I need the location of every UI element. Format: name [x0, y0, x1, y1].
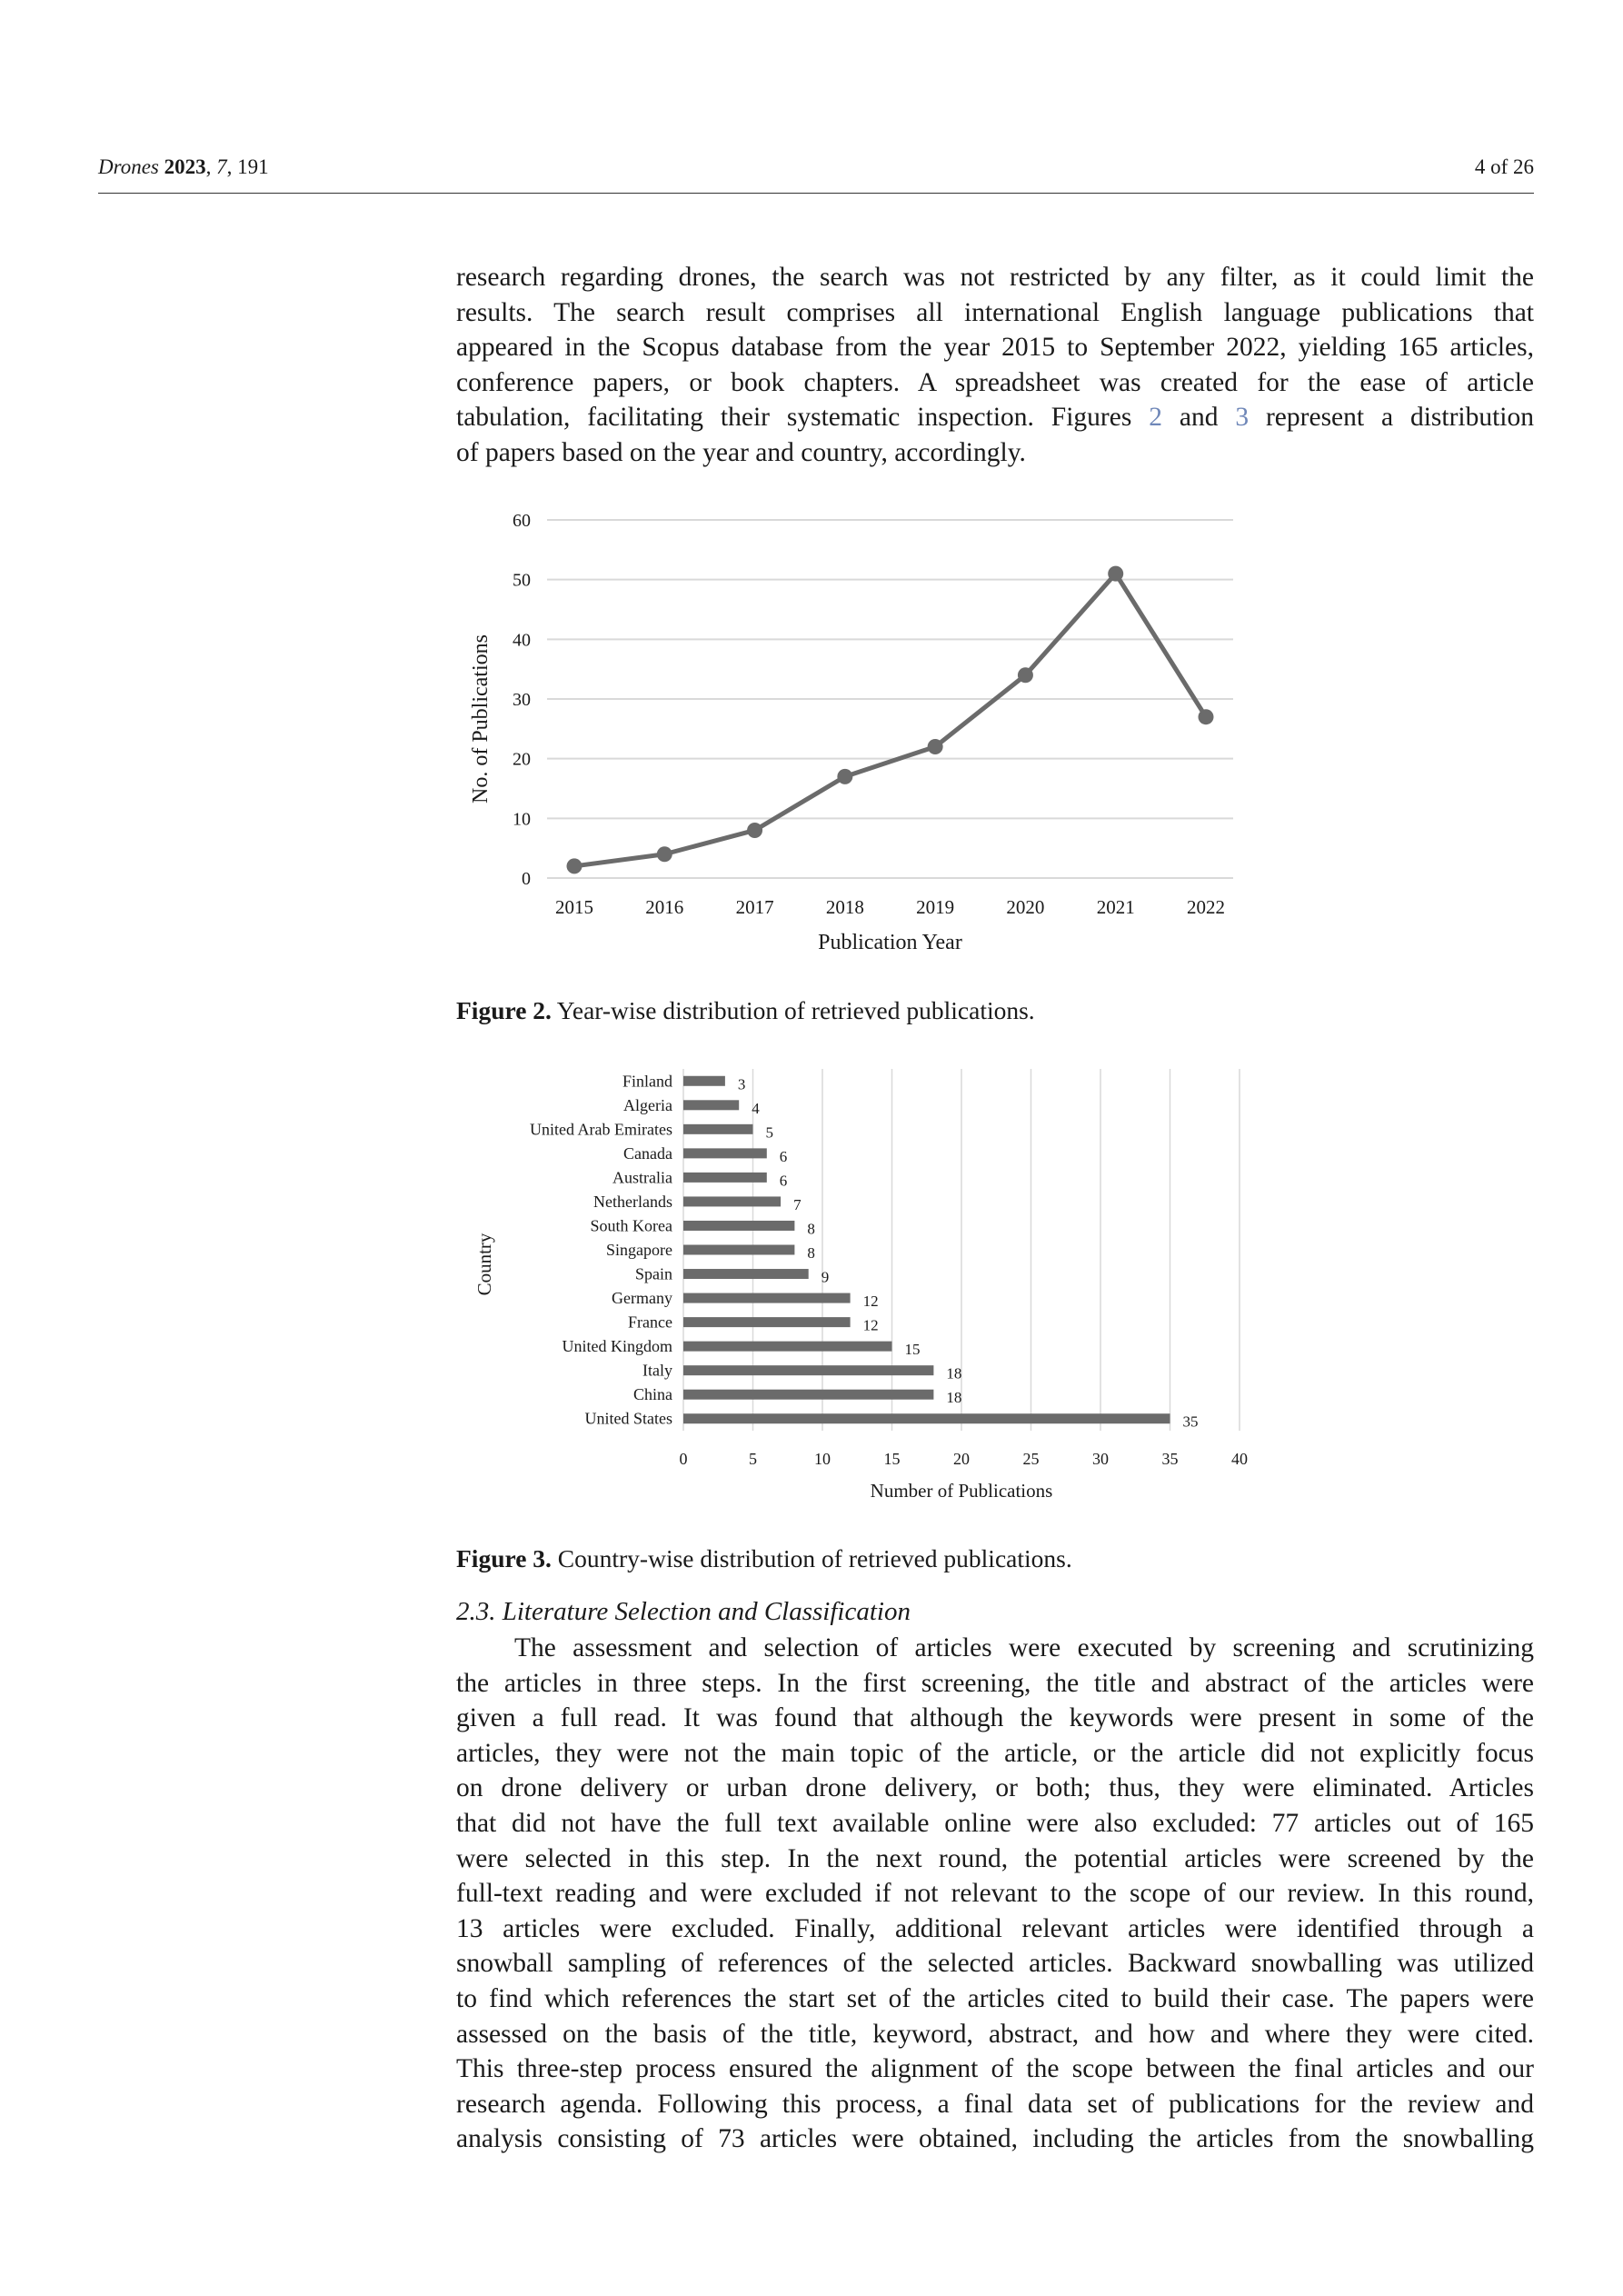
data-point [837, 769, 852, 784]
x-tick-label: 2016 [645, 896, 684, 918]
bar [683, 1221, 794, 1231]
text-line: to find which references the start set of the articles cited to build their case. The papers were [456, 1983, 1534, 2013]
x-tick-label: 2015 [555, 896, 593, 918]
figure-3-caption [456, 1542, 1534, 1575]
body-paragraph-2 [456, 1631, 1534, 2157]
x-tick-label: 2018 [825, 896, 864, 918]
body-paragraph-1 [456, 260, 1534, 471]
text-fragment: and [1161, 403, 1236, 433]
bar [683, 1124, 753, 1134]
figure-2-caption [456, 994, 1534, 1027]
data-point [1018, 667, 1033, 683]
x-tick-label: 20 [953, 1450, 970, 1468]
category-label: Italy [642, 1361, 672, 1380]
y-tick-label: 0 [522, 869, 531, 889]
bar [683, 1365, 933, 1375]
text-fragment: represent a distribution [1249, 403, 1535, 433]
data-label: 8 [807, 1220, 815, 1238]
x-tick-label: 40 [1231, 1450, 1248, 1468]
x-tick-label: 35 [1161, 1450, 1179, 1468]
caption-text: Country-wise distribution of retrieved publications. [551, 1544, 1072, 1572]
data-label: 15 [904, 1341, 921, 1359]
x-tick-label: 30 [1092, 1450, 1109, 1468]
x-tick-label: 2021 [1096, 896, 1135, 918]
bar [683, 1196, 781, 1206]
figure-ref-link[interactable]: 2 [1149, 403, 1162, 433]
series-line [574, 574, 1206, 866]
data-label: 35 [1182, 1413, 1199, 1431]
text-line [456, 400, 1534, 435]
data-label: 4 [752, 1099, 760, 1117]
text-line: assessed on the basis of the title, keyword, abstract, and how and where they were cited. [456, 2019, 1534, 2049]
data-point [1199, 709, 1214, 724]
text-line: The assessment and selection of articles were executed by screening and scrutinizing [514, 1633, 1534, 1662]
text-line: research agenda. Following this process, a final data set of publications for the review and [456, 2089, 1534, 2119]
running-header [98, 149, 1534, 185]
x-tick-label: 15 [883, 1450, 901, 1468]
bar [683, 1173, 767, 1183]
text-line: snowball sampling of references of the selected articles. Backward snowballing was utilized [456, 1949, 1534, 1979]
y-axis-label: No. of Publications [469, 634, 493, 804]
data-point [1108, 566, 1123, 582]
text-line: appeared in the Scopus database from the year 2015 to September 2022, yielding 165 articles, [456, 333, 1534, 363]
data-label: 18 [946, 1364, 962, 1383]
category-label: Spain [634, 1264, 672, 1283]
y-axis-label: Country [473, 1233, 495, 1296]
country-distribution-chart [456, 1054, 1256, 1509]
data-label: 9 [821, 1268, 830, 1286]
data-label: 3 [737, 1075, 746, 1093]
y-tick-label: 60 [513, 511, 531, 531]
category-label: Finland [622, 1072, 672, 1091]
x-axis-label: Publication Year [818, 931, 962, 954]
category-label: Algeria [623, 1095, 672, 1114]
y-tick-label: 20 [513, 749, 531, 770]
text-line: results. The search result comprises all international English language publications that [456, 297, 1534, 327]
y-tick-label: 30 [513, 690, 531, 710]
bar [683, 1245, 794, 1255]
text-line: This three-step process ensured the alignment of the scope between the final articles and our [456, 2054, 1534, 2084]
data-label: 6 [779, 1172, 788, 1190]
bar [683, 1293, 851, 1303]
section-heading: 2.3. Literature Selection and Classification [456, 1597, 911, 1626]
data-point [567, 858, 582, 873]
bar [683, 1100, 739, 1110]
bar [683, 1317, 851, 1327]
journal-name: Drones [98, 155, 159, 178]
x-tick-label: 25 [1022, 1450, 1040, 1468]
category-label: Germany [612, 1289, 672, 1308]
data-point [928, 739, 943, 754]
category-label: United States [584, 1409, 672, 1428]
text-line: research regarding drones, the search was not restricted by any filter, as it could limit the [456, 263, 1534, 292]
bar [683, 1269, 809, 1279]
category-label: Australia [612, 1168, 672, 1187]
x-tick-label: 2019 [916, 896, 955, 918]
article-number: 191 [237, 155, 269, 178]
data-label: 18 [946, 1389, 962, 1407]
caption-label: Figure 3. [456, 1544, 552, 1572]
y-tick-label: 40 [513, 630, 531, 651]
category-label: Netherlands [593, 1192, 672, 1211]
data-point [657, 846, 672, 862]
category-label: Canada [623, 1143, 672, 1163]
text-line: on drone delivery or urban drone delivery, or both; thus, they were eliminated. Articles [456, 1773, 1534, 1803]
bar [683, 1342, 892, 1352]
data-label: 6 [779, 1147, 788, 1165]
text-line: articles, they were not the main topic of the article, or the article did not explicitly focus [456, 1738, 1534, 1768]
category-label: Singapore [606, 1241, 672, 1259]
y-tick-label: 10 [513, 809, 531, 830]
data-label: 5 [765, 1123, 773, 1142]
x-tick-label: 2022 [1187, 896, 1225, 918]
header-rule [98, 193, 1534, 194]
data-label: 12 [862, 1316, 879, 1334]
text-fragment: tabulation, facilitating their systematic inspection. Figures [456, 403, 1150, 433]
x-tick-label: 0 [679, 1450, 688, 1468]
bar [683, 1390, 933, 1400]
x-axis-label: Number of Publications [870, 1480, 1053, 1502]
category-label: France [628, 1313, 672, 1332]
text-line: analysis consisting of 73 articles were obtained, including the articles from the snowballing [456, 2124, 1534, 2154]
x-tick-label: 5 [749, 1450, 757, 1468]
year-distribution-chart [456, 502, 1256, 956]
x-tick-label: 2020 [1006, 896, 1045, 918]
page-number: 4 of 26 [1474, 155, 1534, 178]
text-line: the articles in three steps. In the first screening, the title and abstract of the articles were [456, 1668, 1534, 1698]
category-label: South Korea [590, 1216, 672, 1235]
category-label: China [633, 1385, 672, 1404]
x-tick-label: 2017 [735, 896, 774, 918]
bar [683, 1413, 1170, 1423]
category-label: United Arab Emirates [530, 1120, 672, 1139]
text-line: 13 articles were excluded. Finally, additional relevant articles were identified through a [456, 1913, 1534, 1943]
figure-ref-link[interactable]: 3 [1235, 403, 1250, 433]
x-tick-label: 10 [814, 1450, 831, 1468]
caption-text: Year-wise distribution of retrieved publications. [551, 996, 1035, 1024]
journal-year: 2023 [164, 155, 206, 178]
text-line: were selected in this step. In the next round, the potential articles were screened by the [456, 1843, 1534, 1873]
data-label: 7 [793, 1195, 802, 1213]
text-line: of papers based on the year and country, accordingly. [456, 437, 1026, 467]
caption-label: Figure 2. [456, 996, 552, 1024]
category-label: United Kingdom [562, 1337, 672, 1356]
text-line: conference papers, or book chapters. A spreadsheet was created for the ease of article [456, 367, 1534, 397]
data-label: 12 [862, 1293, 879, 1311]
journal-volume: 7 [216, 155, 227, 178]
bar [683, 1076, 725, 1086]
y-tick-label: 50 [513, 570, 531, 591]
text-line: given a full read. It was found that although the keywords were present in some of the [456, 1703, 1534, 1733]
bar [683, 1148, 767, 1158]
data-point [747, 823, 762, 838]
data-label: 8 [807, 1244, 815, 1262]
journal-citation: Drones 2023, 7, 191 [98, 155, 269, 178]
text-line: full-text reading and were excluded if not relevant to the scope of our review. In this round, [456, 1879, 1534, 1909]
text-line: that did not have the full text available online were also excluded: 77 articles out of 165 [456, 1808, 1534, 1838]
